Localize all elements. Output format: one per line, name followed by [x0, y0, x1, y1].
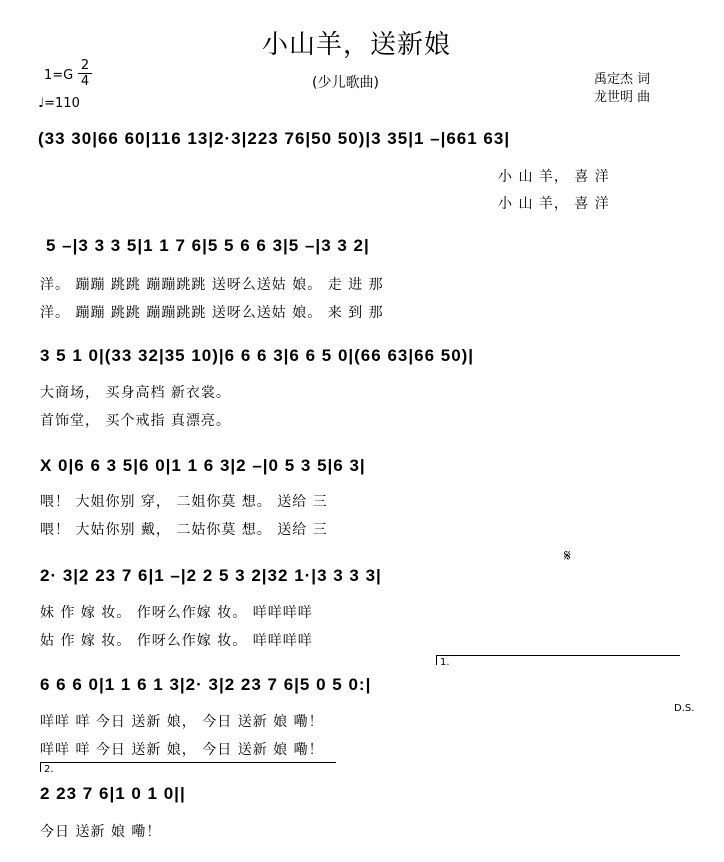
lyric-line-2a: 洋。 蹦蹦 跳跳 蹦蹦跳跳 送呀么送姑 娘。 走 进 那 — [40, 277, 384, 293]
volta-1-label: 1. — [440, 657, 450, 668]
quarter-note-icon: ♩ — [38, 96, 45, 111]
lyric-line-2b: 洋。 蹦蹦 跳跳 蹦蹦跳跳 送呀么送姑 娘。 来 到 那 — [40, 305, 384, 321]
lyric-line-6b: 咩咩 咩 今日 送新 娘， 今日 送新 娘 嘞！ — [40, 742, 324, 758]
notation-line-7: 2 23 7 6|1 0 1 0|| — [40, 784, 186, 803]
notation-line-2: 5 –|3 3 3 5|1 1 7 6|5 5 6 6 3|5 –|3 3 2| — [46, 236, 370, 255]
lyric-line-6a: 咩咩 咩 今日 送新 娘， 今日 送新 娘 嘞！ — [40, 714, 324, 730]
page-title: 小山羊，送新娘 — [262, 30, 452, 60]
lyric-line-5a: 妹 作 嫁 妆。 作呀么作嫁 妆。 咩咩咩咩 — [40, 605, 313, 621]
notation-line-5: 2· 3|2 23 7 6|1 –|2 2 5 3 2|32 1·|3 3 3 3| — [40, 566, 382, 585]
notation-line-3: 3 5 1 0|(33 32|35 10)|6 6 6 3|6 6 5 0|(66 63|66 50)| — [40, 346, 475, 365]
lyric-line-5b: 姑 作 嫁 妆。 作呀么作嫁 妆。 咩咩咩咩 — [40, 633, 313, 649]
lyric-line-4a: 喂！ 大姐你别 穿， 二姐你莫 想。 送给 三 — [40, 494, 328, 510]
volta-2-hook — [40, 762, 41, 772]
lyric-line-1a: 小 山 羊， 喜 洋 — [498, 169, 610, 185]
time-denominator: 4 — [78, 73, 92, 89]
ds-marking: D.S. — [674, 703, 695, 714]
lyric-line-3b: 首饰堂， 买个戒指 真漂亮。 — [40, 413, 231, 429]
lyricist: 禹定杰 词 — [594, 72, 651, 87]
composer: 龙世明 曲 — [594, 90, 651, 105]
notation-line-4: X 0|6 6 3 5|6 0|1 1 6 3|2 –|0 5 3 5|6 3| — [40, 456, 366, 475]
segno-icon: 𝄋 — [564, 546, 571, 565]
lyric-line-7a: 今日 送新 娘 嘞！ — [40, 824, 162, 840]
volta-1-hook — [436, 655, 437, 665]
tempo-value: =110 — [44, 96, 80, 111]
subtitle: (少儿歌曲) — [312, 75, 379, 91]
volta-2-label: 2. — [44, 764, 54, 775]
time-numerator: 2 — [80, 58, 90, 73]
time-signature — [78, 58, 92, 89]
notation-line-1: (33 30|66 60|116 13|2·3|223 76|50 50)|3 35|1 –|661 63| — [38, 129, 511, 148]
volta-2-bracket — [40, 762, 336, 763]
key-signature: 1=G — [44, 68, 74, 83]
lyric-line-4b: 喂！ 大姑你别 戴， 二姑你莫 想。 送给 三 — [40, 522, 328, 538]
lyric-line-3a: 大商场， 买身高档 新衣裳。 — [40, 385, 231, 401]
notation-line-6: 6 6 6 0|1 1 6 1 3|2· 3|2 23 7 6|5 0 5 0:| — [40, 675, 372, 694]
lyric-line-1b: 小 山 羊， 喜 洋 — [498, 196, 610, 212]
volta-1-bracket — [436, 655, 680, 656]
tempo-marking — [38, 96, 80, 111]
